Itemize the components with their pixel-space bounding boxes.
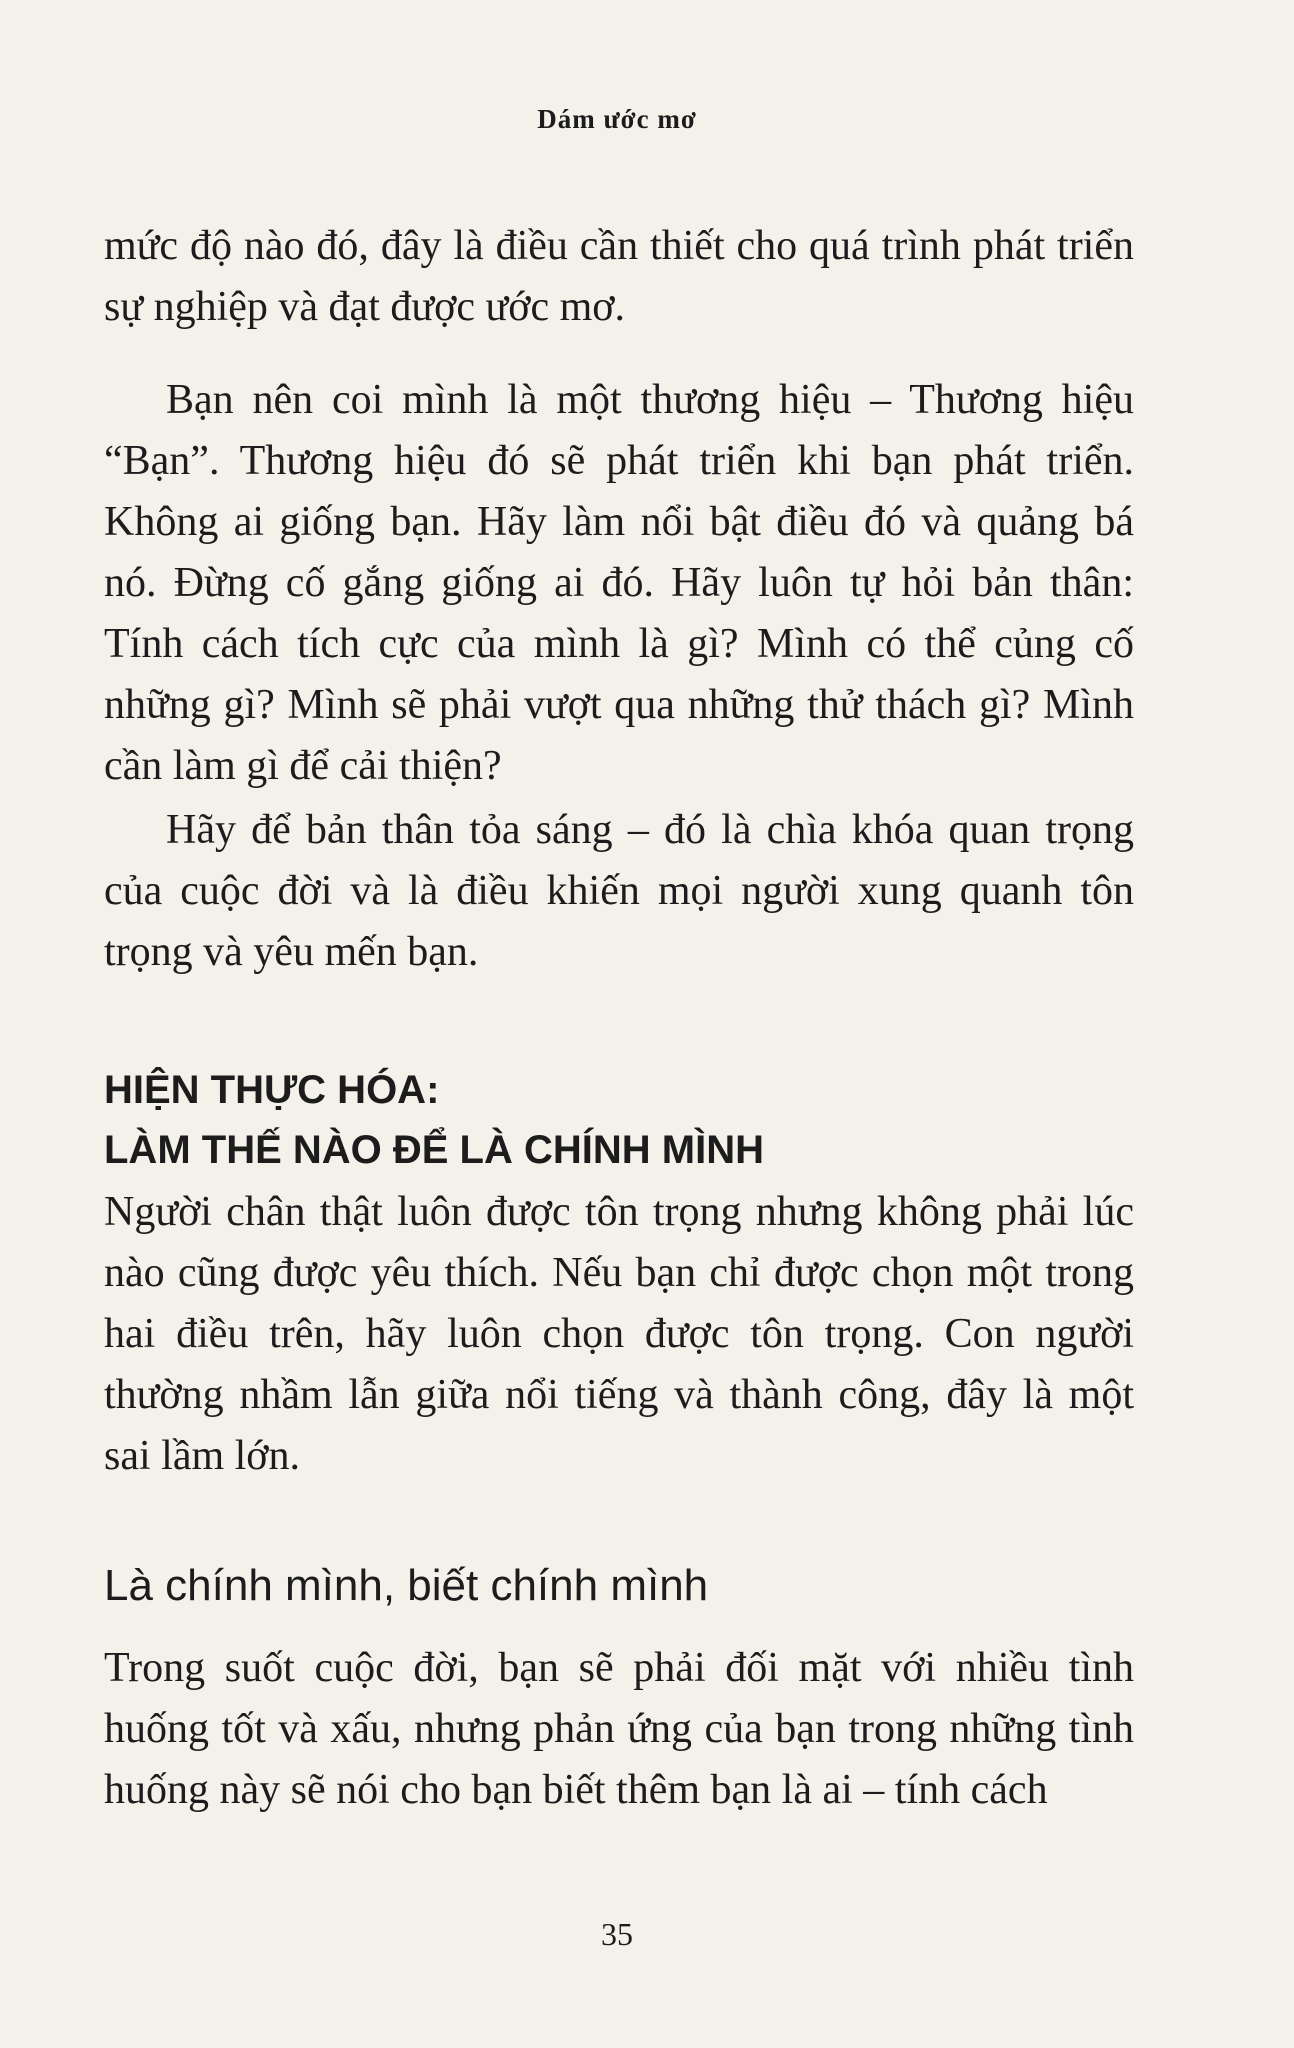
- section-heading-line-2: LÀM THẾ NÀO ĐỂ LÀ CHÍNH MÌNH: [104, 1128, 764, 1172]
- paragraph-3: Hãy để bản thân tỏa sáng – đó là chìa khóa quan trọng của cuộc đời và là điều khiến mọi người xung quanh tôn trọng và yêu mến bạn.: [104, 807, 1134, 975]
- paragraph-life: [104, 1638, 1134, 1821]
- paragraph-brand: [104, 370, 1134, 797]
- page-number: 35: [601, 1916, 633, 1952]
- paragraph-4: Người chân thật luôn được tôn trọng nhưng không phải lúc nào cũng được yêu thích. Nếu bạn chỉ được chọn một trong hai điều trên, hãy luôn chọn được tôn trọng. Con người thường nhầm lẫn giữa nổi tiếng và thành công, đây là một sai lầm lớn.: [104, 1189, 1134, 1479]
- paragraph-2: Bạn nên coi mình là một thương hiệu – Thương hiệu “Bạn”. Thương hiệu đó sẽ phát triển khi bạn phát triển. Không ai giống bạn. Hãy làm nổi bật điều đó và quảng bá nó. Đừng cố gắng giống ai đó. Hãy luôn tự hỏi bản thân: Tính cách tích cực của mình là gì? Mình có thể củng cố những gì? Mình sẽ phải vượt qua những thử thách gì? Mình cần làm gì để cải thiện?: [104, 377, 1134, 789]
- paragraph-5: Trong suốt cuộc đời, bạn sẽ phải đối mặt với nhiều tình huống tốt và xấu, nhưng phản ứng của bạn trong những tình huống này sẽ nói cho bạn biết thêm bạn là ai – tính cách: [104, 1645, 1134, 1813]
- section-heading-line-1: HIỆN THỰC HÓA:: [104, 1068, 440, 1112]
- running-head: Dám ước mơ: [537, 104, 697, 134]
- paragraph-1: mức độ nào đó, đây là điều cần thiết cho quá trình phát triển sự nghiệp và đạt được ước mơ.: [104, 223, 1134, 330]
- paragraph-shine: [104, 800, 1134, 983]
- paragraph-continued: [104, 216, 1134, 338]
- subsection-heading: Là chính mình, biết chính mình: [104, 1561, 709, 1610]
- section-heading: [104, 1060, 1134, 1180]
- paragraph-authentic: [104, 1182, 1134, 1487]
